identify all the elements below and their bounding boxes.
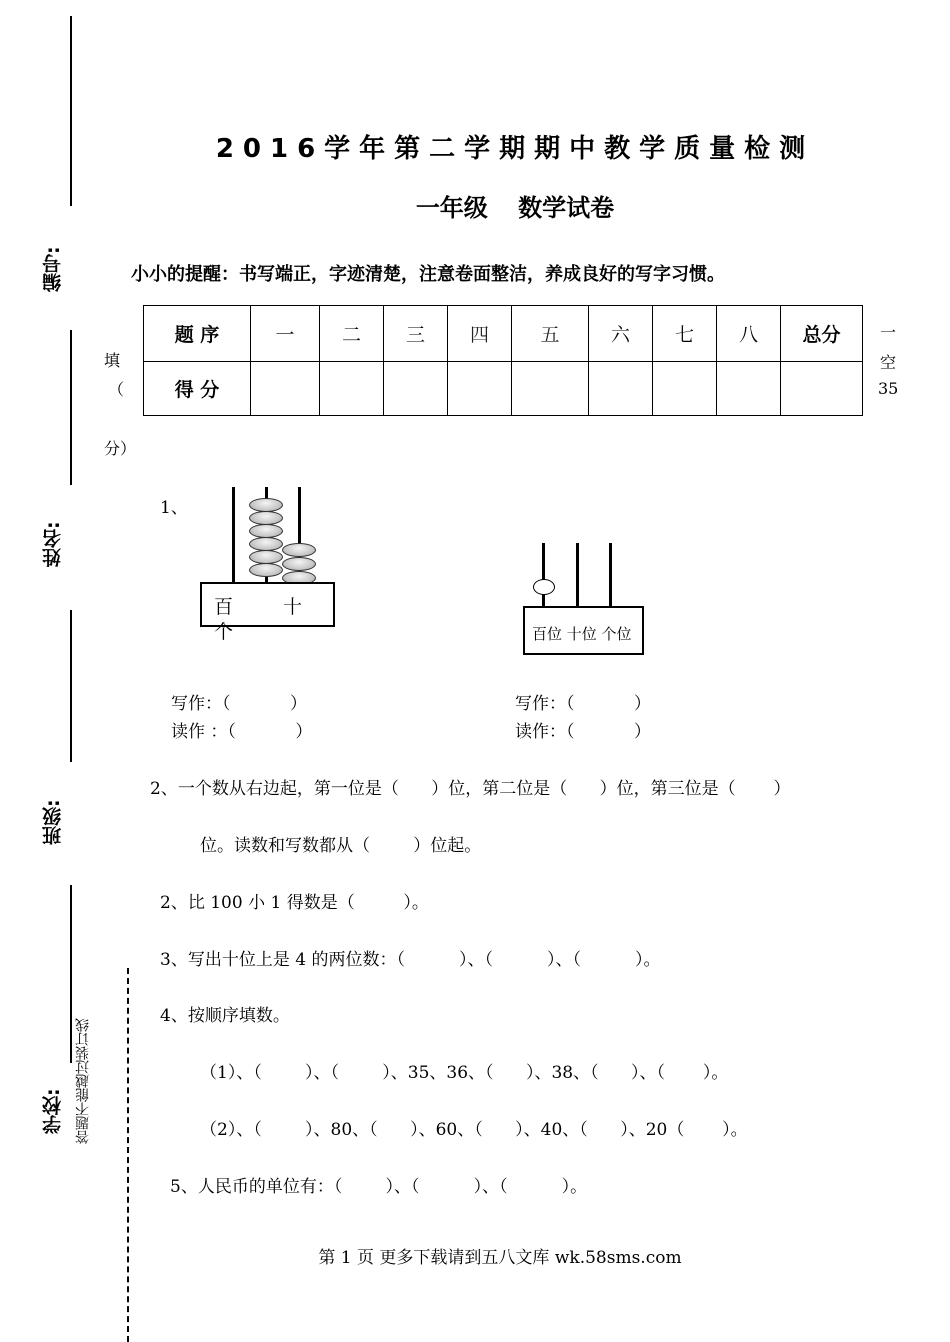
abacus-1-label-ones: 个 <box>214 621 234 643</box>
score-header-order: 题 序 <box>144 306 251 362</box>
q2b: 2、比 100 小 1 得数是（ ）。 <box>160 893 429 913</box>
abacus-2-labels: 百位 十位 个位 <box>532 625 632 643</box>
abacus-2-rod-ones <box>609 543 612 609</box>
reminder-text: 小小的提醒：书写端正，字迹清楚，注意卷面整洁，养成良好的写字习惯。 <box>131 264 725 285</box>
score-table <box>143 305 863 416</box>
abacus-bead <box>249 498 283 512</box>
abacus-1-label-tens: 十 <box>283 596 303 618</box>
section-heading-fill: 填 <box>104 351 121 370</box>
abacus-1-label-hundreds: 百 <box>214 596 234 618</box>
abacus-2-rod-hundreds <box>542 543 545 609</box>
abacus-bead <box>249 563 283 577</box>
score-cell[interactable] <box>251 362 320 416</box>
score-cell[interactable] <box>448 362 512 416</box>
name-label: 姓名: <box>42 521 64 567</box>
score-cell[interactable] <box>512 362 589 416</box>
section-heading-points-end: 分） <box>104 439 137 458</box>
section-heading-points: 35 <box>878 379 899 398</box>
score-col-3: 三 <box>384 306 448 362</box>
abacus-bead <box>249 550 283 564</box>
score-col-1: 一 <box>251 306 320 362</box>
school-label: 学校: <box>42 1088 64 1134</box>
abacus-bead <box>282 557 316 571</box>
q1-write-1: 写作：（ ） <box>171 694 307 714</box>
score-cell[interactable] <box>717 362 781 416</box>
binding-line-3 <box>70 610 72 762</box>
q2a-line2: 位。读数和写数都从（ ）位起。 <box>200 836 482 856</box>
score-col-8: 八 <box>717 306 781 362</box>
score-col-2: 二 <box>320 306 384 362</box>
number-label: 编号: <box>42 246 64 292</box>
score-cell[interactable] <box>384 362 448 416</box>
score-col-5: 五 <box>512 306 589 362</box>
score-cell[interactable] <box>589 362 653 416</box>
exam-title: 2016学年第二学期期中教学质量检测 <box>215 134 815 164</box>
dashed-binding-line <box>127 968 129 1342</box>
section-heading-blank: 空 <box>880 353 897 372</box>
binding-line-4 <box>70 885 72 1063</box>
score-cell[interactable] <box>653 362 717 416</box>
q4: 4、按顺序填数。 <box>160 1006 290 1026</box>
binding-line-1 <box>70 16 72 206</box>
score-col-total: 总分 <box>781 306 863 362</box>
q2a-line1: 2、一个数从右边起，第一位是（ ）位，第二位是（ ）位，第三位是（ ） <box>150 779 791 799</box>
abacus-bead <box>249 537 283 551</box>
q1-number: 1、 <box>160 498 188 518</box>
q3: 3、写出十位上是 4 的两位数：（ ）、（ ）、（ ）。 <box>160 950 661 970</box>
binding-note: 答题不能越过装订线 <box>75 1018 91 1144</box>
q1-read-2: 读作：（ ） <box>515 722 651 742</box>
score-col-6: 六 <box>589 306 653 362</box>
abacus-1-rod-hundreds <box>232 487 235 583</box>
abacus-bead <box>533 579 555 595</box>
q4-part2: （2）、（ ）、80、（ ）、60、（ ）、40、（ ）、20（ ）。 <box>200 1120 748 1140</box>
abacus-bead <box>282 543 316 557</box>
score-col-4: 四 <box>448 306 512 362</box>
section-heading-one: 一 <box>880 323 897 342</box>
q4-part1: （1）、（ ）、（ ）、35、36、（ ）、38、（ ）、（ ）。 <box>200 1063 729 1083</box>
class-label: 班级: <box>42 799 64 845</box>
score-row-label: 得 分 <box>144 362 251 416</box>
score-cell[interactable] <box>320 362 384 416</box>
abacus-bead <box>249 511 283 525</box>
exam-subtitle: 一年级 数学试卷 <box>415 194 615 222</box>
page-footer: 第 1 页 更多下载请到五八文库 wk.58sms.com <box>318 1248 682 1268</box>
score-cell[interactable] <box>781 362 863 416</box>
q1-write-2: 写作：（ ） <box>515 694 651 714</box>
section-heading-paren: （ <box>108 380 125 399</box>
q5: 5、人民币的单位有：（ ）、（ ）、（ ）。 <box>170 1177 588 1197</box>
abacus-bead <box>249 524 283 538</box>
abacus-2-rod-tens <box>576 543 579 609</box>
score-col-7: 七 <box>653 306 717 362</box>
q1-read-1: 读作 ：（ ） <box>171 722 313 742</box>
binding-line-2 <box>70 330 72 485</box>
